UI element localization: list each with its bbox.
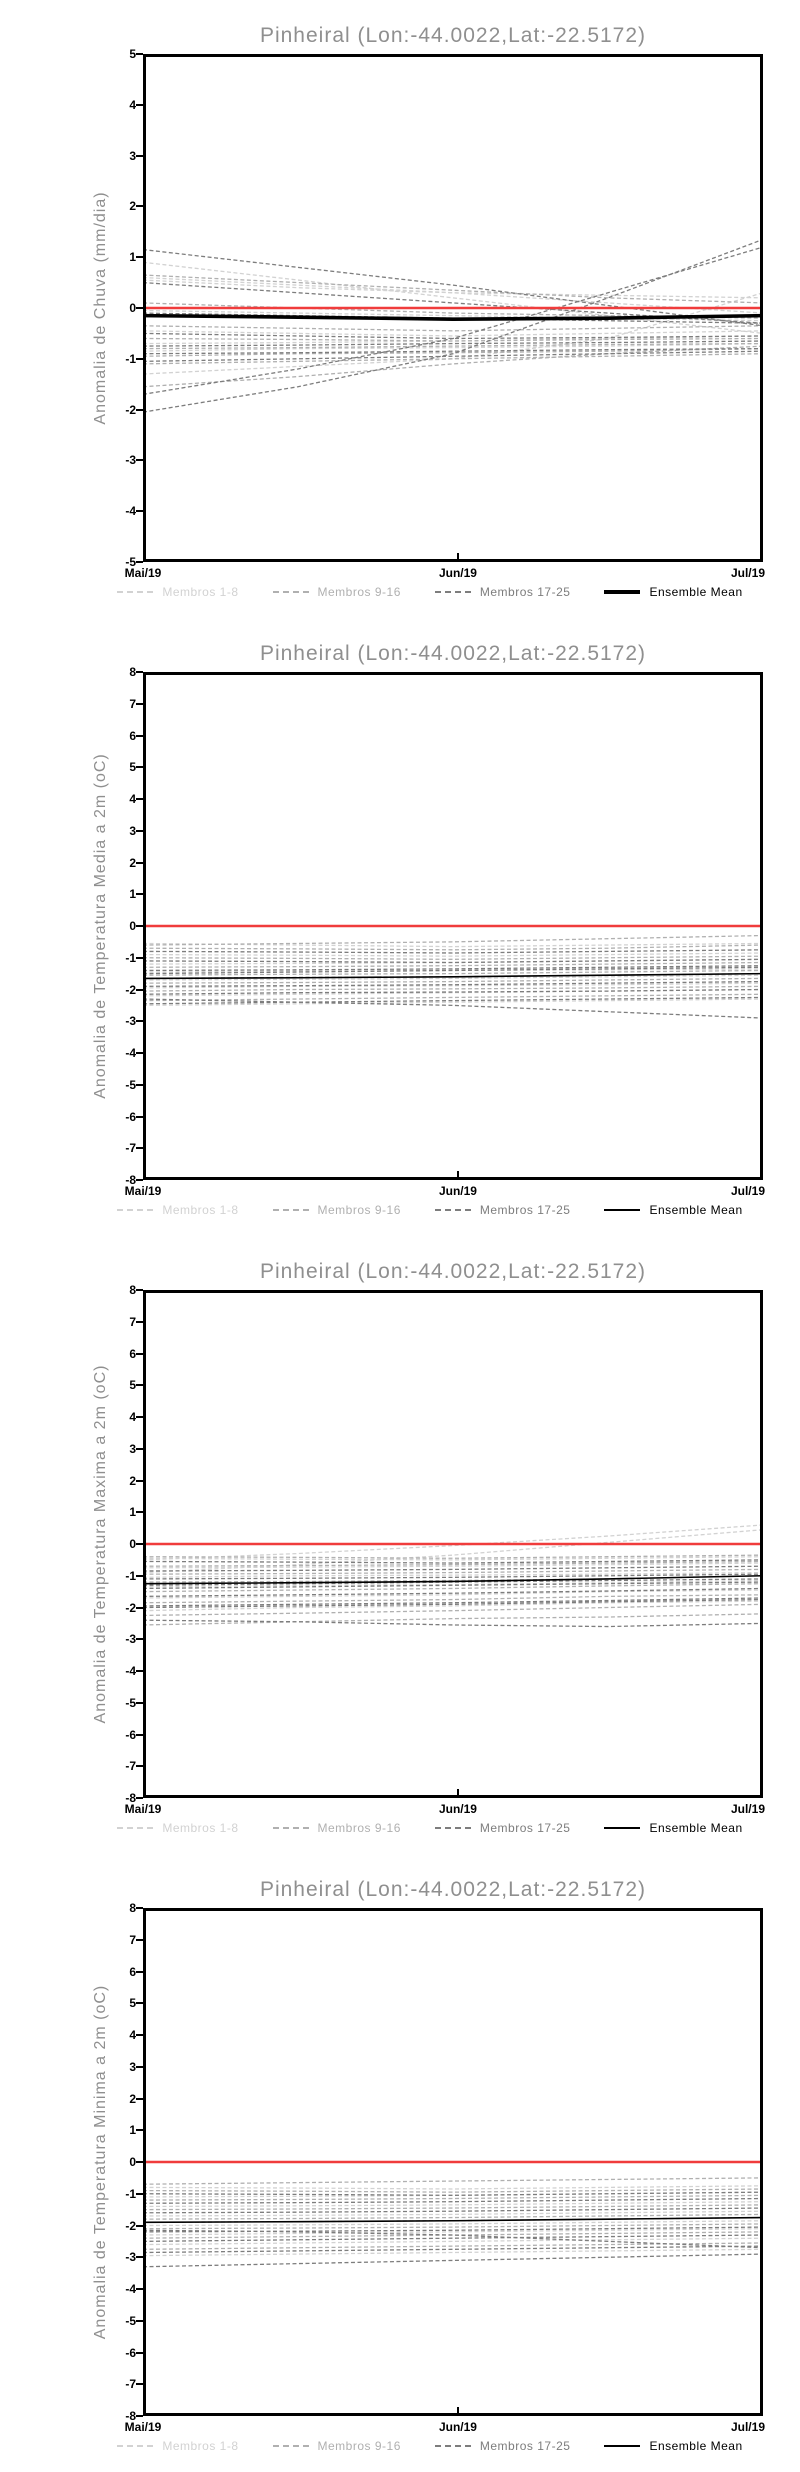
legend-item bbox=[117, 2439, 238, 2453]
y-axis-tick bbox=[136, 104, 143, 106]
y-axis-tick bbox=[136, 1480, 143, 1482]
y-tick-label: 1 bbox=[129, 250, 136, 265]
chart-title: Pinheiral (Lon:-44.0022,Lat:-22.5172) bbox=[259, 1260, 647, 1283]
chart-title: Pinheiral (Lon:-44.0022,Lat:-22.5172) bbox=[259, 24, 647, 47]
y-tick-label: 7 bbox=[129, 696, 136, 711]
y-tick-label: -7 bbox=[125, 2377, 136, 2392]
y-axis-tick bbox=[136, 307, 143, 309]
y-tick-label: 4 bbox=[129, 1410, 136, 1424]
legend-item bbox=[604, 1821, 742, 1835]
y-axis-tick bbox=[136, 358, 143, 360]
legend-line-sample bbox=[435, 1827, 471, 1829]
legend-item bbox=[117, 585, 238, 599]
y-tick-label: -7 bbox=[125, 1759, 136, 1774]
y-axis-tick bbox=[136, 1638, 143, 1640]
y-axis-tick bbox=[136, 703, 143, 705]
legend-label: Membros 9-16 bbox=[317, 1203, 401, 1217]
y-axis-tick bbox=[136, 2288, 143, 2290]
y-axis-tick bbox=[136, 957, 143, 959]
y-tick-label: -2 bbox=[125, 1600, 136, 1615]
y-tick-label: -4 bbox=[125, 1664, 136, 1678]
legend-line-sample bbox=[604, 1827, 640, 1829]
y-tick-label: -1 bbox=[125, 950, 136, 965]
legend-line-sample bbox=[273, 1827, 309, 1829]
y-axis-tick bbox=[136, 735, 143, 737]
legend-label: Membros 17-25 bbox=[479, 1821, 571, 1835]
legend-line-sample bbox=[117, 2445, 153, 2447]
legend-label: Membros 1-8 bbox=[162, 1821, 239, 1835]
y-axis-tick bbox=[136, 1147, 143, 1149]
x-tick-label: Jul/19 bbox=[730, 1802, 765, 1816]
legend-line-sample bbox=[604, 2445, 640, 2447]
y-tick-label: 3 bbox=[129, 1441, 136, 1456]
y-tick-label: 4 bbox=[129, 792, 136, 806]
plot-border bbox=[143, 1290, 763, 1798]
y-tick-label: -1 bbox=[125, 2186, 136, 2201]
y-tick-label: -3 bbox=[125, 2250, 136, 2265]
y-tick-label: 0 bbox=[129, 2155, 136, 2169]
y-tick-label: -8 bbox=[125, 2409, 136, 2423]
legend-item bbox=[435, 585, 571, 599]
x-tick-label: Jun/19 bbox=[438, 1802, 477, 1816]
legend-item bbox=[604, 1203, 742, 1217]
legend-label: Membros 1-8 bbox=[162, 2439, 239, 2453]
y-axis-tick bbox=[136, 893, 143, 895]
y-axis-tick bbox=[136, 862, 143, 864]
legend-label: Ensemble Mean bbox=[649, 2439, 743, 2453]
legend-label: Membros 9-16 bbox=[317, 2439, 401, 2453]
legend-line-sample bbox=[435, 2445, 471, 2447]
y-tick-label: 6 bbox=[129, 728, 136, 743]
y-axis-tick bbox=[136, 1084, 143, 1086]
legend-item bbox=[273, 1821, 401, 1835]
chart-title: Pinheiral (Lon:-44.0022,Lat:-22.5172) bbox=[259, 1878, 647, 1901]
y-tick-label: 5 bbox=[129, 760, 136, 775]
x-tick-label: Jun/19 bbox=[438, 566, 477, 580]
legend-item bbox=[273, 2439, 401, 2453]
legend-label: Ensemble Mean bbox=[649, 585, 743, 599]
y-tick-label: -8 bbox=[125, 1791, 136, 1805]
plot-border bbox=[143, 1908, 763, 2416]
y-tick-label: 8 bbox=[129, 1901, 136, 1915]
legend-label: Membros 9-16 bbox=[317, 1821, 401, 1835]
legend-label: Membros 1-8 bbox=[162, 1203, 239, 1217]
legend-item bbox=[604, 585, 742, 599]
legend-label: Ensemble Mean bbox=[649, 1821, 743, 1835]
y-axis-tick bbox=[136, 1321, 143, 1323]
x-axis-tick bbox=[457, 1789, 459, 1796]
y-tick-label: 0 bbox=[129, 301, 136, 315]
y-tick-label: 3 bbox=[129, 148, 136, 163]
x-tick-label: Mai/19 bbox=[124, 2420, 162, 2434]
y-tick-label: -4 bbox=[125, 504, 136, 519]
plot-border bbox=[143, 54, 763, 562]
legend-line-sample bbox=[273, 591, 309, 593]
y-tick-label: 1 bbox=[129, 2123, 136, 2138]
y-tick-label: -4 bbox=[125, 1046, 136, 1060]
legend-item bbox=[435, 1821, 571, 1835]
y-axis-tick bbox=[136, 1765, 143, 1767]
y-tick-label: 3 bbox=[129, 2059, 136, 2074]
chart-panel-max-temperature bbox=[0, 1236, 800, 1854]
y-axis-tick bbox=[136, 830, 143, 832]
y-tick-label: 8 bbox=[129, 665, 136, 679]
legend-label: Membros 1-8 bbox=[162, 585, 239, 599]
y-axis-tick bbox=[136, 1607, 143, 1609]
y-tick-label: 2 bbox=[129, 2091, 136, 2106]
y-axis-tick bbox=[136, 205, 143, 207]
y-tick-label: -6 bbox=[125, 1109, 136, 1124]
y-axis-tick bbox=[136, 1353, 143, 1355]
legend-item bbox=[604, 2439, 742, 2453]
y-axis-tick bbox=[136, 1907, 143, 1909]
y-axis-tick bbox=[136, 155, 143, 157]
legend-label: Membros 9-16 bbox=[317, 585, 401, 599]
y-axis-tick bbox=[136, 2161, 143, 2163]
y-axis-tick bbox=[136, 409, 143, 411]
y-axis-tick bbox=[136, 1797, 143, 1799]
y-tick-label: -3 bbox=[125, 1632, 136, 1647]
y-axis-tick bbox=[136, 2098, 143, 2100]
y-axis-tick bbox=[136, 1020, 143, 1022]
y-axis-tick bbox=[136, 2383, 143, 2385]
y-tick-label: 0 bbox=[129, 919, 136, 933]
y-axis-tick bbox=[136, 2193, 143, 2195]
y-tick-label: -5 bbox=[125, 2313, 136, 2328]
y-axis-tick bbox=[136, 1116, 143, 1118]
legend-item bbox=[117, 1821, 238, 1835]
y-axis-label: Anomalia de Temperatura Maxima a 2m (oC) bbox=[92, 1364, 109, 1724]
y-tick-label: -3 bbox=[125, 1014, 136, 1029]
y-tick-label: 5 bbox=[129, 1996, 136, 2011]
plot-border bbox=[143, 672, 763, 1180]
y-tick-label: 0 bbox=[129, 1537, 136, 1551]
y-axis-tick bbox=[136, 2352, 143, 2354]
legend bbox=[80, 1821, 780, 1835]
y-tick-label: -4 bbox=[125, 2282, 136, 2296]
legend-line-sample bbox=[604, 1209, 640, 1211]
y-axis-label: Anomalia de Temperatura Minima a 2m (oC) bbox=[92, 1984, 109, 2340]
legend-line-sample bbox=[273, 2445, 309, 2447]
y-tick-label: 2 bbox=[129, 199, 136, 214]
legend-line-sample bbox=[117, 591, 153, 593]
y-axis-tick bbox=[136, 989, 143, 991]
legend-item bbox=[273, 1203, 401, 1217]
y-tick-label: -5 bbox=[125, 555, 136, 569]
y-tick-label: 7 bbox=[129, 1314, 136, 1329]
legend-line-sample bbox=[435, 1209, 471, 1211]
y-axis-tick bbox=[136, 2320, 143, 2322]
y-axis-tick bbox=[136, 1702, 143, 1704]
legend-label: Membros 17-25 bbox=[479, 1203, 571, 1217]
legend-line-sample bbox=[435, 591, 471, 593]
y-tick-label: -1 bbox=[125, 1568, 136, 1583]
y-tick-label: 5 bbox=[129, 47, 136, 61]
legend bbox=[80, 585, 780, 599]
x-tick-label: Mai/19 bbox=[124, 566, 162, 580]
y-axis-tick bbox=[136, 671, 143, 673]
y-tick-label: -5 bbox=[125, 1077, 136, 1092]
y-tick-label: -6 bbox=[125, 1727, 136, 1742]
y-tick-label: 3 bbox=[129, 823, 136, 838]
y-axis-tick bbox=[136, 766, 143, 768]
x-tick-label: Jul/19 bbox=[730, 566, 765, 580]
y-tick-label: 6 bbox=[129, 1964, 136, 1979]
x-tick-label: Jul/19 bbox=[730, 2420, 765, 2434]
y-axis-tick bbox=[136, 1734, 143, 1736]
y-tick-label: -3 bbox=[125, 453, 136, 468]
legend-line-sample bbox=[273, 1209, 309, 1211]
y-tick-label: -7 bbox=[125, 1141, 136, 1156]
legend-line-sample bbox=[604, 590, 640, 594]
y-axis-tick bbox=[136, 1670, 143, 1672]
y-axis-tick bbox=[136, 1939, 143, 1941]
y-axis-tick bbox=[136, 2256, 143, 2258]
y-tick-label: -2 bbox=[125, 2218, 136, 2233]
y-axis-tick bbox=[136, 2002, 143, 2004]
legend bbox=[80, 2439, 780, 2453]
legend-label: Ensemble Mean bbox=[649, 1203, 743, 1217]
y-tick-label: 2 bbox=[129, 1473, 136, 1488]
legend-item bbox=[273, 585, 401, 599]
y-tick-label: -5 bbox=[125, 1695, 136, 1710]
y-tick-label: -2 bbox=[125, 982, 136, 997]
legend-item bbox=[435, 1203, 571, 1217]
y-axis-tick bbox=[136, 1543, 143, 1545]
legend-label: Membros 17-25 bbox=[479, 585, 571, 599]
x-tick-label: Jun/19 bbox=[438, 1184, 477, 1198]
legend bbox=[80, 1203, 780, 1217]
y-axis-tick bbox=[136, 510, 143, 512]
legend-item bbox=[117, 1203, 238, 1217]
y-axis-tick bbox=[136, 2225, 143, 2227]
y-axis-tick bbox=[136, 256, 143, 258]
y-axis-tick bbox=[136, 2034, 143, 2036]
y-axis-tick bbox=[136, 798, 143, 800]
y-axis-tick bbox=[136, 53, 143, 55]
y-axis-tick bbox=[136, 1384, 143, 1386]
y-axis-tick bbox=[136, 1289, 143, 1291]
y-tick-label: -2 bbox=[125, 402, 136, 417]
y-tick-label: 8 bbox=[129, 1283, 136, 1297]
x-axis-tick bbox=[457, 1171, 459, 1178]
y-tick-label: 6 bbox=[129, 1346, 136, 1361]
y-tick-label: 7 bbox=[129, 1932, 136, 1947]
legend-item bbox=[435, 2439, 571, 2453]
y-tick-label: 4 bbox=[129, 2028, 136, 2042]
y-tick-label: 2 bbox=[129, 855, 136, 870]
chart-panel-min-temperature bbox=[0, 1854, 800, 2472]
y-tick-label: 1 bbox=[129, 887, 136, 902]
legend-line-sample bbox=[117, 1209, 153, 1211]
y-axis-tick bbox=[136, 1052, 143, 1054]
y-tick-label: -8 bbox=[125, 1173, 136, 1187]
x-tick-label: Jul/19 bbox=[730, 1184, 765, 1198]
chart-panel-mean-temperature bbox=[0, 618, 800, 1236]
x-tick-label: Jun/19 bbox=[438, 2420, 477, 2434]
y-tick-label: 4 bbox=[129, 97, 136, 112]
x-axis-tick bbox=[457, 2407, 459, 2414]
x-axis-tick bbox=[457, 553, 459, 560]
y-axis-tick bbox=[136, 561, 143, 563]
x-tick-label: Mai/19 bbox=[124, 1184, 162, 1198]
y-axis-tick bbox=[136, 2415, 143, 2417]
y-axis-tick bbox=[136, 925, 143, 927]
y-axis-tick bbox=[136, 2066, 143, 2068]
y-axis-label: Anomalia de Chuva (mm/dia) bbox=[92, 191, 109, 425]
y-axis-tick bbox=[136, 459, 143, 461]
y-tick-label: -6 bbox=[125, 2345, 136, 2360]
y-axis-label: Anomalia de Temperatura Media a 2m (oC) bbox=[92, 753, 109, 1099]
chart-title: Pinheiral (Lon:-44.0022,Lat:-22.5172) bbox=[259, 642, 647, 665]
y-axis-tick bbox=[136, 1416, 143, 1418]
y-axis-tick bbox=[136, 2129, 143, 2131]
y-tick-label: 5 bbox=[129, 1378, 136, 1393]
y-tick-label: -1 bbox=[125, 351, 136, 366]
y-axis-tick bbox=[136, 1179, 143, 1181]
y-tick-label: 1 bbox=[129, 1505, 136, 1520]
y-axis-tick bbox=[136, 1511, 143, 1513]
x-tick-label: Mai/19 bbox=[124, 1802, 162, 1816]
legend-label: Membros 17-25 bbox=[479, 2439, 571, 2453]
y-axis-tick bbox=[136, 1575, 143, 1577]
y-axis-tick bbox=[136, 1448, 143, 1450]
chart-panel-precipitation bbox=[0, 0, 800, 618]
legend-line-sample bbox=[117, 1827, 153, 1829]
y-axis-tick bbox=[136, 1971, 143, 1973]
